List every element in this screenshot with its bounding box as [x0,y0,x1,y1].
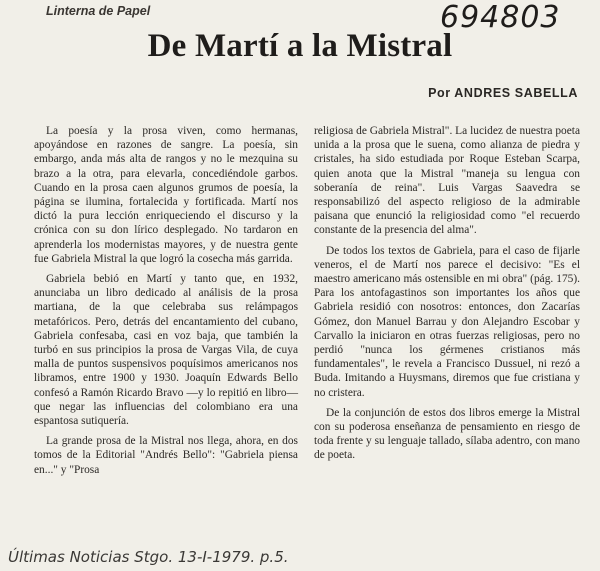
paragraph: La grande prosa de la Mistral nos llega, ahora, en dos tomos de la Editorial "Andrés Bello": "Gabriela piensa en..." y "Prosa [34,435,298,476]
paragraph: religiosa de Gabriela Mistral". La lucidez de nuestra poeta unida a la prosa que le suena, como alianza de piedra y cristales, ha sido estudiada por Roque Esteban Scarpa, quien anota que la Mistral "maneja su lengua con soberanía de reina". Luis Vargas Saavedra se responsabilizó del aspecto religioso de la admirable paisana que enunció la religiosidad como "el recuerdo constante de la presencia del alma". [314,125,580,237]
right-column [314,124,580,469]
left-column [34,124,298,483]
paragraph: Gabriela bebió en Martí y tanto que, en 1932, anunciaba un libro dedicado al análisis de la prosa martiana, de la que celebraba sus relámpagos metafóricos. Pero, detrás del encantamiento del cubano, Gabriela confesaba, casi en voz baja, que también la turbó en sus principios la prosa de Vargas Vila, de cuya malla de puntos suspensivos poquísimos americanos nos libramos, entre 1900 y 1930. Joaquín Edwards Bello confesó a Ramón Ricardo Bravo —y lo repitió en libro— que negar las influencias del colombiano era una espantosa sutiquería. [34,273,298,428]
section-label: Linterna de Papel [46,4,151,18]
article-headline: De Martí a la Mistral [147,28,453,64]
paragraph: La poesía y la prosa viven, como hermanas, apoyándose en razones de sangre. La poesía, sin embargo, anda más alta de rangos y no le mezquina su brazo a la otra, para elevarla, concediéndole garbos. Cuando en la prosa caen algunos grumos de poesía, la página se ilumina, fortalecida y fortificada. Martí nos dictó la pura lección enriqueciendo el discurso y la crónica con su don lírico desplegado. No tardaron en aprenderla los modernistas mayores, y de nuestra gente fue Gabriela Mistral la que logró la cosecha más garrida. [34,125,298,265]
paragraph: De la conjunción de estos dos libros emerge la Mistral con su poderosa enseñanza de pensamiento en riesgo de toda frente y su lenguaje tallado, sílaba adentro, con mano de poeta. [314,406,580,462]
byline: Por ANDRES SABELLA [428,86,578,100]
paragraph: De todos los textos de Gabriela, para el caso de fijarle veneros, el de Martí nos parece el decisivo: "Es el maestro americano más ostensible en mi obra" (pág. 175). Para los antofagastinos son importantes los años que Gabriela residió con nosotros: entonces, don Zacarías Gómez, don Manuel Barrau y don Alejandro Escobar y Carvallo la iniciaron en otras fuerzas religiosas, pero no perdió "nunca los gérmenes cristianos más fundamentales", le revela a Francisco Dussuel, ni rezó a Buda. Imitando a Huysmans, diremos que fue cristiana y no cristera. [314,244,580,399]
handwritten-source-note: Últimas Noticias Stgo. 13-I-1979. p.5. [8,548,289,566]
handwritten-archive-code: 694803 [440,0,561,35]
